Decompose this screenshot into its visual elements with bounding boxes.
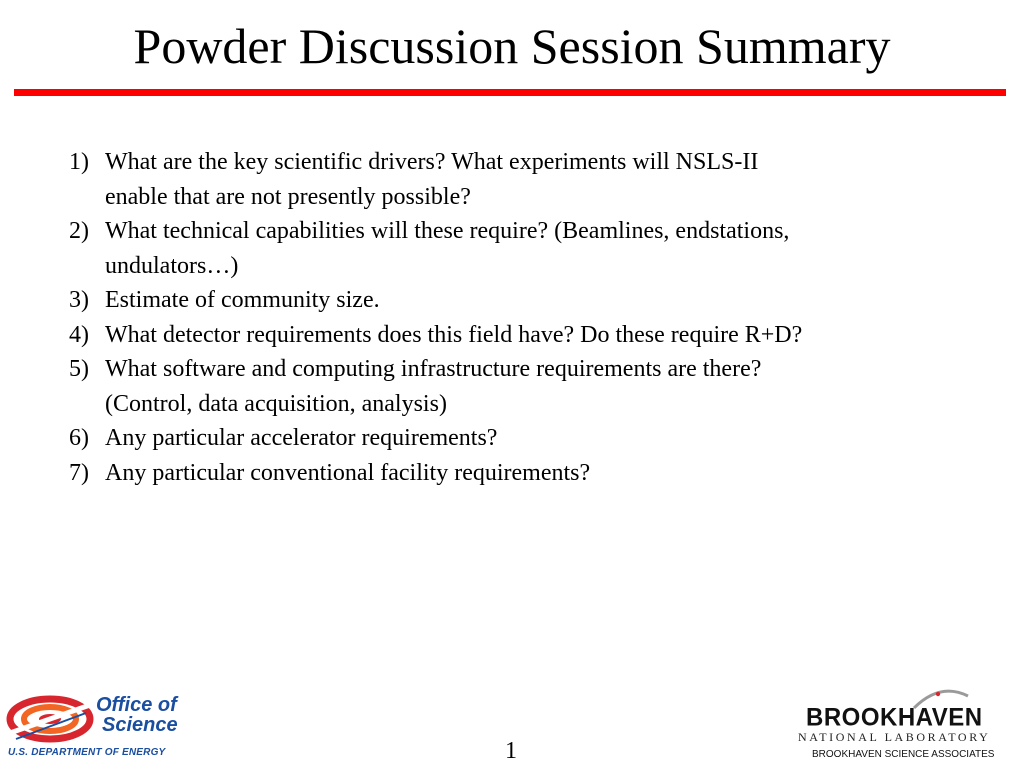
question-text: Any particular conventional facility requirements?	[105, 459, 591, 486]
question-list	[69, 145, 969, 490]
science-associates-label: BROOKHAVEN SCIENCE ASSOCIATES	[812, 749, 995, 760]
question-number: 4)	[69, 321, 89, 348]
title-divider	[14, 89, 1006, 96]
question-number: 7)	[69, 459, 89, 486]
question-item-4	[69, 318, 969, 353]
question-item-7	[69, 456, 969, 491]
question-text: What are the key scientific drivers? What experiments will NSLS-II enable that are not presently possible?	[105, 149, 759, 210]
question-item-2	[69, 214, 969, 283]
question-text: What detector requirements does this field have? Do these require R+D?	[105, 321, 803, 348]
question-number: 1)	[69, 149, 89, 175]
question-text: What software and computing infrastructure requirements are there? (Control, data acquisition, analysis)	[105, 356, 762, 417]
question-text: What technical capabilities will these require? (Beamlines, endstations, undulators…)	[105, 218, 790, 279]
doe-label: U.S. DEPARTMENT OF ENERGY	[8, 747, 166, 758]
question-number: 3)	[69, 287, 89, 313]
question-item-3	[69, 283, 969, 318]
question-item-6	[69, 421, 969, 456]
question-item-5	[69, 352, 969, 421]
office-of-science-text: Office of Science	[96, 694, 178, 736]
page-number: 1	[505, 738, 517, 764]
question-number: 5)	[69, 356, 89, 382]
office-of-science-logo	[6, 693, 216, 763]
question-item-1	[69, 145, 969, 214]
question-text: Any particular accelerator requirements?	[105, 425, 498, 451]
slide-title: Powder Discussion Session Summary	[133, 18, 891, 74]
national-laboratory-label: NATIONAL LABORATORY	[798, 730, 991, 744]
brookhaven-logo	[790, 686, 1020, 766]
question-number: 6)	[69, 425, 89, 451]
brookhaven-name: BROOKHAVEN	[806, 703, 983, 732]
question-text: Estimate of community size.	[105, 287, 380, 313]
doe-emblem-icon	[6, 693, 94, 745]
question-number: 2)	[69, 218, 89, 244]
